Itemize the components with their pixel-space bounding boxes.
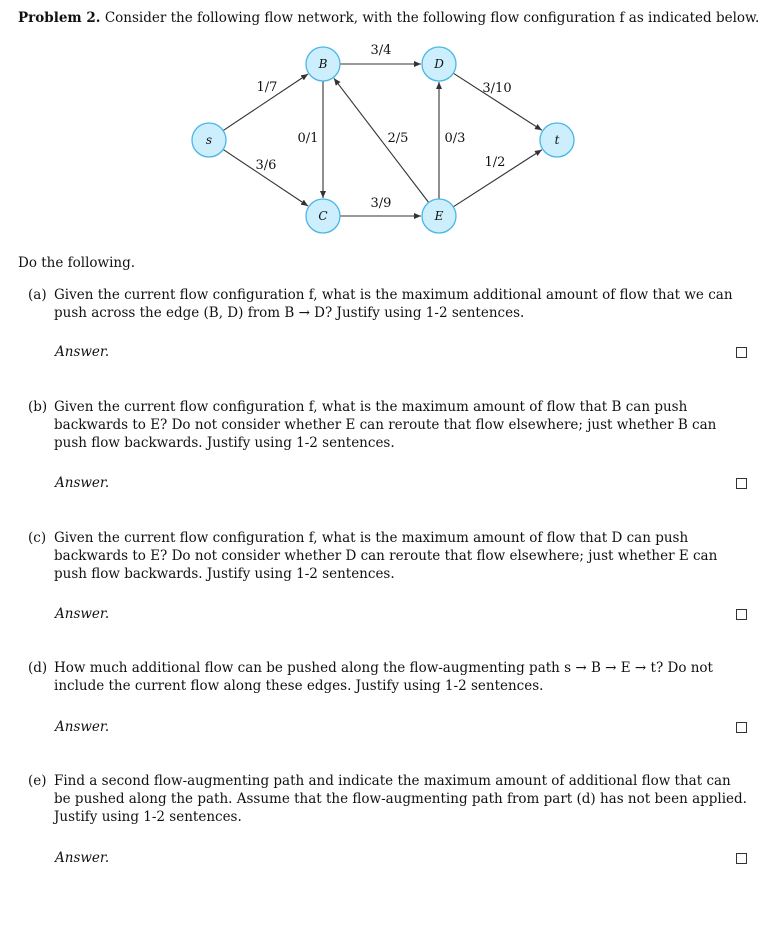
node-label-D: D	[434, 57, 444, 71]
edge-label-s-B: 1/7	[256, 80, 278, 95]
node-E	[422, 199, 456, 233]
problem-statement: Consider the following flow network, with the following flow configuration f as indicated below.	[104, 10, 760, 26]
answer-checkbox-a[interactable]	[736, 347, 747, 358]
edge-label-C-E: 3/9	[370, 196, 392, 211]
answer-label-a: Answer.	[55, 344, 110, 360]
edge-label-E-D: 0/3	[444, 131, 466, 146]
question-a	[28, 286, 750, 322]
node-B	[306, 47, 340, 81]
question-label: (c)	[28, 530, 47, 546]
question-text: How much additional flow can be pushed along the flow-augmenting path s → B → E → t? Do not include the current flow along these edges. Justify using 1-2 sentences.	[54, 660, 713, 694]
node-t	[540, 123, 574, 157]
question-label: (a)	[28, 287, 47, 303]
edge-label-s-C: 3/6	[255, 158, 277, 173]
flow-network-diagram	[0, 0, 784, 250]
answer-label-b: Answer.	[55, 475, 110, 491]
question-c	[28, 529, 750, 583]
edge-E-B	[334, 78, 429, 202]
edge-label-E-t: 1/2	[484, 155, 506, 170]
answer-label-c: Answer.	[55, 606, 110, 622]
node-D	[422, 47, 456, 81]
answer-checkbox-d[interactable]	[736, 722, 747, 733]
node-C	[306, 199, 340, 233]
node-label-t: t	[554, 133, 560, 147]
question-e	[28, 772, 750, 826]
edge-label-E-B: 2/5	[387, 131, 409, 146]
intro-text: Do the following.	[18, 255, 136, 271]
question-label: (b)	[28, 399, 48, 415]
edge-label-B-C: 0/1	[297, 131, 319, 146]
question-label: (d)	[28, 660, 48, 676]
edge-label-B-D: 3/4	[370, 43, 392, 58]
question-label: (e)	[28, 773, 47, 789]
node-label-E: E	[434, 209, 444, 223]
edge-label-D-t: 3/10	[482, 81, 512, 96]
answer-label-d: Answer.	[55, 719, 110, 735]
answer-checkbox-e[interactable]	[736, 853, 747, 864]
answer-label-e: Answer.	[55, 850, 110, 866]
node-label-s: s	[205, 133, 213, 147]
question-d	[28, 659, 750, 695]
answer-checkbox-c[interactable]	[736, 609, 747, 620]
question-text: Given the current flow configuration f, what is the maximum amount of flow that D can push backwards to E? Do not consider whether D can reroute that flow elsewhere; just whether E can push flow backwards. Justify using 1-2 sentences.	[54, 530, 718, 582]
node-label-C: C	[318, 209, 328, 223]
problem-label: Problem 2.	[18, 10, 101, 26]
answer-checkbox-b[interactable]	[736, 478, 747, 489]
question-text: Find a second flow-augmenting path and indicate the maximum amount of additional flow that can be pushed along the path. Assume that the flow-augmenting path from part (d) has not been applied. Justify using 1-2 sentences.	[54, 773, 747, 825]
node-label-B: B	[318, 57, 328, 71]
question-text: Given the current flow configuration f, what is the maximum amount of flow that B can push backwards to E? Do not consider whether E can reroute that flow elsewhere; just whether B can push flow backwards. Justify using 1-2 sentences.	[54, 399, 717, 451]
question-text: Given the current flow configuration f, what is the maximum additional amount of flow that we can push across the edge (B, D) from B → D? Justify using 1-2 sentences.	[54, 287, 733, 321]
question-b	[28, 398, 750, 452]
node-s	[192, 123, 226, 157]
